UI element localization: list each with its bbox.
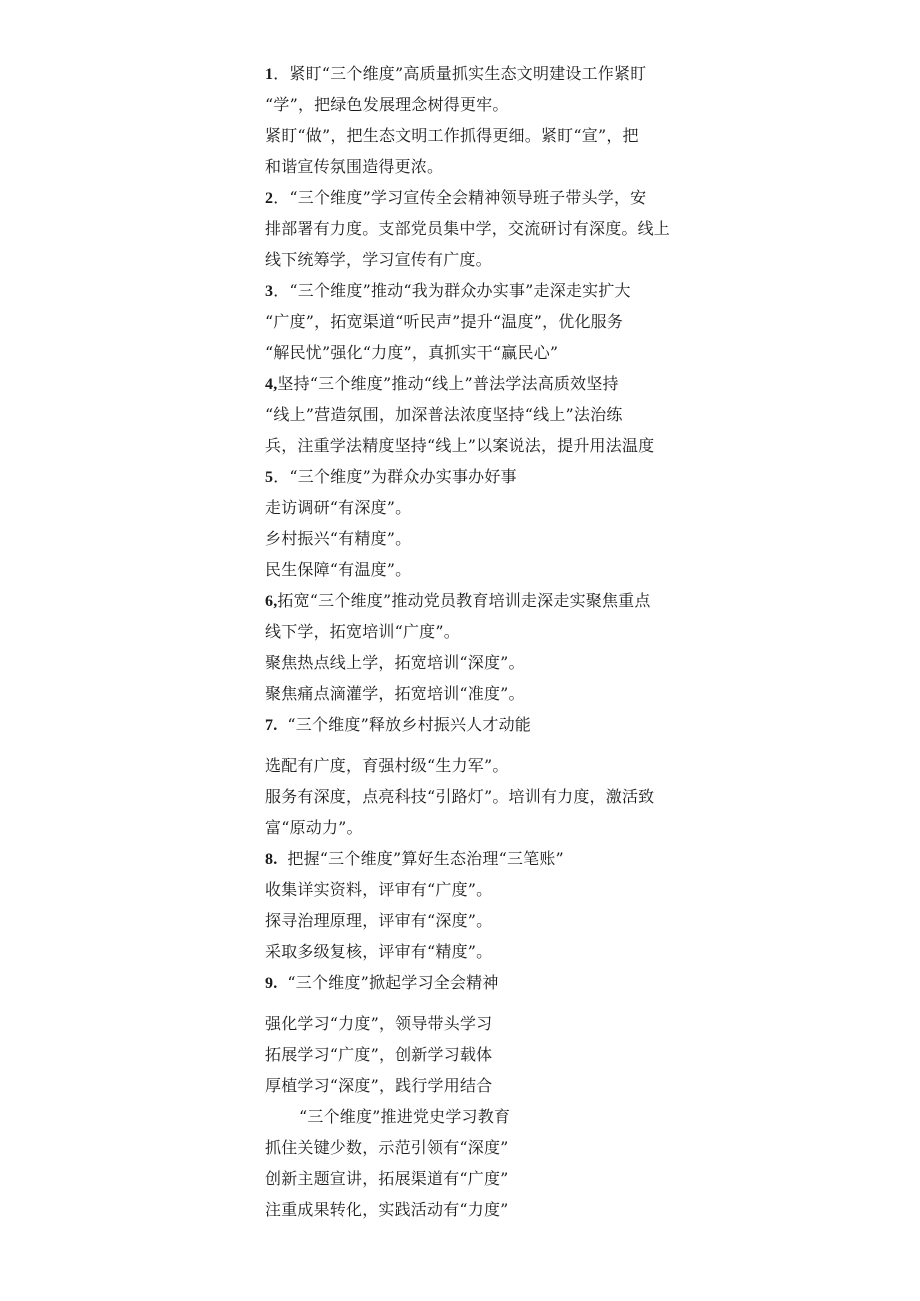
section-5-number: 5 (265, 469, 274, 486)
section-9-subheading: “三个维度”推进党史学习教育 (299, 1107, 511, 1126)
spacer (265, 740, 705, 750)
document-body (265, 58, 705, 1225)
section-5-line: 乡村振兴“有精度”。 (265, 529, 412, 548)
section-2-number: 2 (265, 190, 274, 207)
section-9-title: “三个维度”掀起学习全会精神 (287, 973, 499, 992)
section-4-number: 4, (265, 376, 278, 393)
section-7-title: “三个维度”释放乡村振兴人才动能 (287, 715, 531, 734)
section-9-number: 9. (265, 975, 278, 992)
section-9-line: 创新主题宣讲，拓展渠道有“广度” (265, 1169, 509, 1188)
section-6-line: 聚焦痛点滴灌学，拓宽培训“准度”。 (265, 684, 525, 703)
section-9-line: 注重成果转化，实践活动有“力度” (265, 1200, 509, 1219)
section-6-line: 聚焦热点线上学，拓宽培训“深度”。 (265, 653, 525, 672)
section-6-number: 6, (265, 593, 278, 610)
section-7-line: 富“原动力”。 (265, 818, 363, 837)
section-6-heading (265, 585, 705, 616)
spacer (265, 998, 705, 1008)
section-9-line: 拓展学习“广度”，创新学习载体 (265, 1045, 493, 1064)
section-2-line: 线下统筹学，学习宣传有广度。 (265, 250, 492, 269)
section-5-line: 民生保障“有温度”。 (265, 560, 412, 579)
section-2-title: ．“三个维度”学习宣传全会精神领导班子带头学，安 (273, 188, 647, 207)
section-4-line: 兵，注重学法精度坚持“线上”以案说法，提升用法温度 (265, 436, 655, 455)
section-4-line: “线上”营造氛围，加深普法浓度坚持“线上”法治练 (265, 405, 623, 424)
section-1-heading (265, 58, 705, 89)
section-7-number: 7. (265, 717, 278, 734)
section-1-number: 1 (265, 66, 274, 83)
section-8-heading (265, 843, 705, 874)
section-6-title: 拓宽“三个维度”推动党员教育培训走深走实聚焦重点 (277, 591, 651, 610)
section-8-line: 探寻治理原理，评审有“深度”。 (265, 911, 493, 930)
section-1-line: 紧盯“做”，把生态文明工作抓得更细。紧盯“宣”，把 (265, 126, 639, 145)
section-5-line: 走访调研“有深度”。 (265, 498, 412, 517)
section-3-title: ．“三个维度”推动“我为群众办实事”走深走实扩大 (273, 281, 631, 300)
section-1-title: ．紧盯“三个维度”高质量抓实生态文明建设工作紧盯 (273, 64, 647, 83)
section-3-number: 3 (265, 283, 274, 300)
section-4-heading (265, 368, 705, 399)
section-1-line: “学”，把绿色发展理念树得更牢。 (265, 95, 509, 114)
section-7-heading (265, 709, 705, 740)
section-1-line: 和谐宣传氛围造得更浓。 (265, 157, 444, 176)
section-9-line: 强化学习“力度”，领导带头学习 (265, 1014, 493, 1033)
section-9-line: 厚植学习“深度”，践行学用结合 (265, 1076, 493, 1095)
section-3-heading (265, 275, 705, 306)
section-3-line: “解民忧”强化“力度”，真抓实干“赢民心” (265, 343, 559, 362)
section-4-title: 坚持“三个维度”推动“线上”普法学法高质效坚持 (277, 374, 619, 393)
section-2-heading (265, 182, 705, 213)
section-5-title: ．“三个维度”为群众办实事办好事 (273, 467, 517, 486)
section-2-line: 排部署有力度。支部党员集中学，交流研讨有深度。线上 (265, 219, 671, 238)
section-8-title: 把握“三个维度”算好生态治理“三笔账” (287, 849, 564, 868)
section-8-line: 采取多级复核，评审有“精度”。 (265, 942, 493, 961)
section-8-line: 收集详实资料，评审有“广度”。 (265, 880, 493, 899)
section-7-line: 选配有广度，育强村级“生力军”。 (265, 756, 509, 775)
section-7-line: 服务有深度，点亮科技“引路灯”。培训有力度，激活致 (265, 787, 655, 806)
section-8-number: 8. (265, 851, 278, 868)
section-3-line: “广度”，拓宽渠道“听民声”提升“温度”，优化服务 (265, 312, 624, 331)
section-9-heading (265, 967, 705, 998)
section-5-heading (265, 461, 705, 492)
section-9-line: 抓住关键少数，示范引领有“深度” (265, 1138, 509, 1157)
section-6-line: 线下学，拓宽培训“广度”。 (265, 622, 460, 641)
